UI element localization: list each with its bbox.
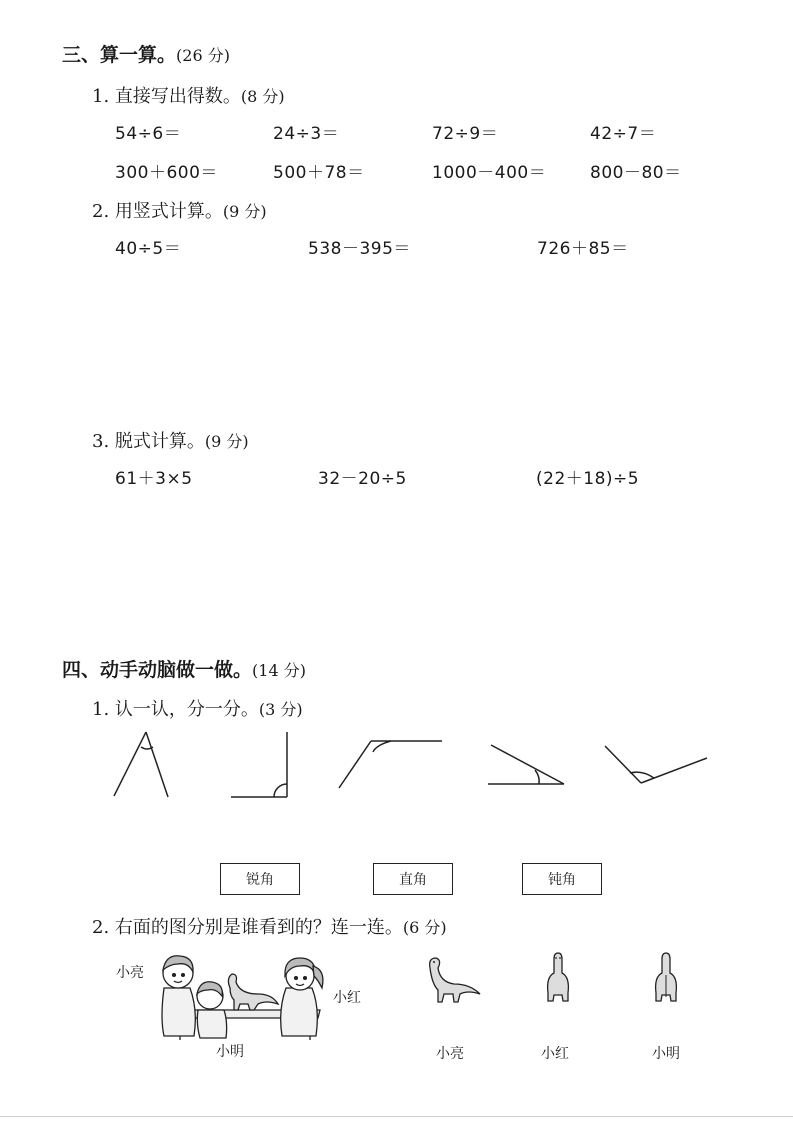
category-box-right[interactable]: 直角 (373, 863, 453, 895)
person-label-right: 小红 (333, 990, 361, 1006)
page-bottom-divider (0, 1116, 793, 1117)
dinosaur-back-view[interactable] (652, 953, 680, 1005)
oral-calc-item: 500＋78＝ (273, 163, 365, 183)
q4-2-heading (92, 913, 447, 939)
q4-1-points: (3 分) (258, 700, 303, 719)
step-calc-item: 61＋3×5 (115, 469, 193, 489)
oral-calc-item: 1000－400＝ (432, 163, 547, 183)
q3-2-title: 2. 用竖式计算。 (92, 201, 223, 222)
category-box-acute[interactable]: 锐角 (220, 863, 300, 895)
oral-calc-item: 42÷7＝ (590, 124, 657, 144)
section3-points: (26 分) (176, 46, 230, 65)
oral-calc-item: 72÷9＝ (432, 124, 499, 144)
vertical-calc-item: 538－395＝ (308, 239, 411, 259)
q4-2-title: 2. 右面的图分别是谁看到的？连一连。 (92, 917, 403, 938)
q3-1-title: 1. 直接写出得数。 (92, 86, 241, 107)
q4-2-points: (6 分) (402, 918, 447, 937)
q3-3-points: (9 分) (204, 432, 249, 451)
q3-3-title: 3. 脱式计算。 (92, 431, 205, 452)
step-calc-item: (22＋18)÷5 (536, 469, 640, 489)
view-label-2: 小红 (541, 1046, 569, 1062)
q4-1-title: 1. 认一认，分一分。 (92, 699, 259, 720)
oral-calc-item: 54÷6＝ (115, 124, 182, 144)
view-label-3: 小明 (652, 1046, 680, 1062)
oral-calc-item: 24÷3＝ (273, 124, 340, 144)
oral-calc-item: 800－80＝ (590, 163, 682, 183)
vertical-calc-item: 726＋85＝ (537, 239, 629, 259)
angle-figure-4 (488, 745, 564, 784)
child-middle (197, 982, 227, 1038)
angle-figure-1 (114, 732, 168, 797)
scene-illustration (150, 948, 350, 1048)
dinosaur-front-view[interactable] (544, 953, 572, 1005)
toy-dinosaur (228, 974, 278, 1010)
category-box-obtuse[interactable]: 钝角 (522, 863, 602, 895)
angle-figure-2 (231, 732, 287, 797)
person-label-middle: 小明 (216, 1044, 244, 1060)
section4-points: (14 分) (252, 661, 306, 680)
view-label-1: 小亮 (436, 1046, 464, 1062)
q3-1-points: (8 分) (240, 87, 285, 106)
q3-2-points: (9 分) (222, 202, 267, 221)
angle-figure-5 (605, 746, 707, 783)
section3-title: 三、算一算。 (62, 44, 177, 66)
oral-calc-item: 300＋600＝ (115, 163, 218, 183)
vertical-calc-item: 40÷5＝ (115, 239, 182, 259)
dinosaur-side-view[interactable] (424, 956, 484, 1006)
angle-figure-3 (339, 741, 442, 788)
step-calc-item: 32－20÷5 (318, 469, 407, 489)
child-left (162, 956, 195, 1036)
child-right (281, 958, 323, 1036)
person-label-left: 小亮 (116, 965, 144, 981)
section4-title: 四、动手动脑做一做。 (62, 659, 253, 681)
